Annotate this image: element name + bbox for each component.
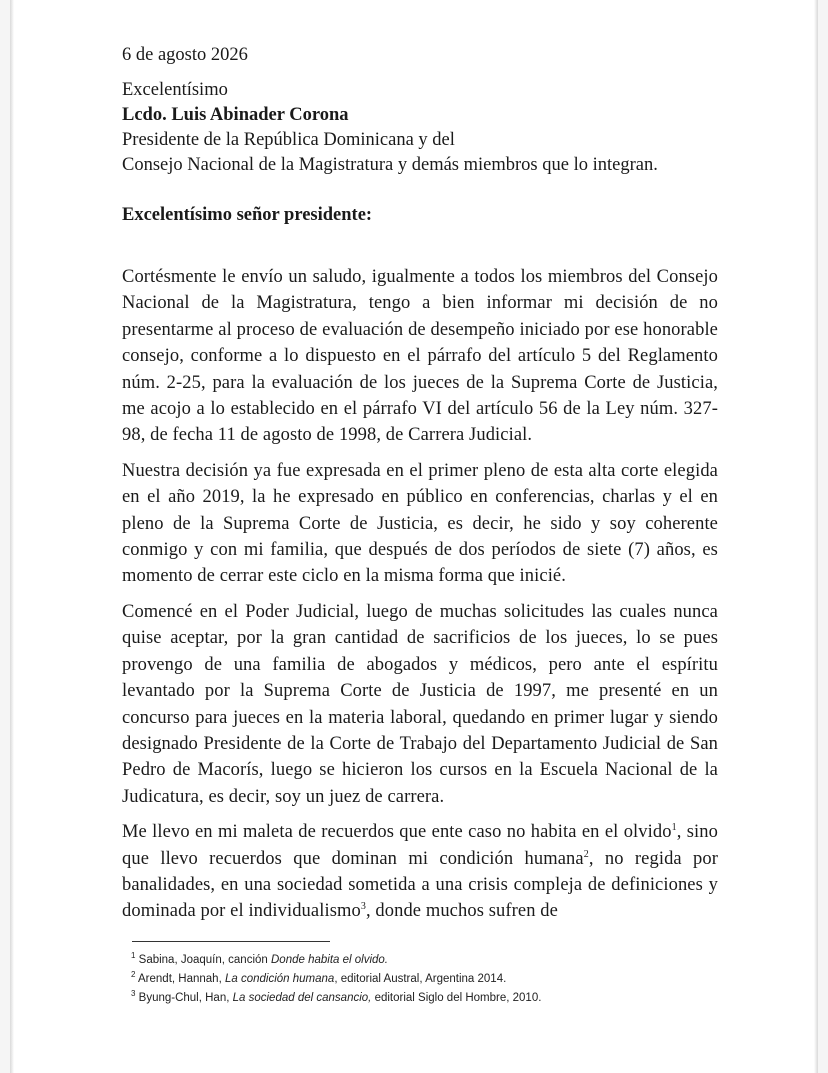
letter-date: 6 de agosto 2026	[122, 45, 248, 65]
page-edge-shadow-right	[814, 0, 818, 1073]
footnote-2	[131, 970, 731, 989]
recipient-title-line-1: Presidente de la República Dominicana y del	[122, 130, 455, 150]
footnote-1-number: 1	[131, 951, 136, 961]
paragraph-4-segment-4: , donde muchos sufren de	[365, 901, 558, 922]
letter-body	[122, 264, 718, 925]
recipient-title-line-2: Consejo Nacional de la Magistratura y demás miembros que lo integran.	[122, 155, 658, 175]
footnote-3-text: Byung-Chul, Han,	[135, 992, 233, 1004]
footnote-2-tail: , editorial Austral, Argentina 2014.	[334, 973, 507, 985]
paragraph-1: Cortésmente le envío un saludo, igualmente a todos los miembros del Consejo Nacional de la Magistratura, tengo a bien informar mi decisión de no presentarme al proceso de evaluación de desempeño iniciado por ese honorable consejo, conforme a lo dispuesto en el párrafo del artículo 5 del Reglamento núm. 2-25, para la evaluación de los jueces de la Suprema Corte de Justicia, me acojo a lo establecido en el párrafo VI del artículo 56 de la Ley núm. 327-98, de fecha 11 de agosto de 1998, de Carrera Judicial.	[122, 267, 718, 446]
recipient-block	[122, 78, 718, 178]
paragraph-2: Nuestra decisión ya fue expresada en el primer pleno de esta alta corte elegida en el año 2019, la he expresado en público en conferencias, charlas y el en pleno de la Suprema Corte de Justicia, es decir, he sido y soy coherente conmigo y con mi familia, que después de dos períodos de siete (7) años, es momento de cerrar este ciclo en la misma forma que inicié.	[122, 460, 718, 587]
recipient-name: Lcdo. Luis Abinader Corona	[122, 105, 349, 125]
footnote-3	[131, 989, 731, 1008]
footnote-ref-1: 1	[671, 821, 677, 833]
paragraph-4-segment-1: Me llevo en mi maleta de recuerdos que ente caso no habita en el olvido	[122, 822, 672, 843]
footnote-3-tail: editorial Siglo del Hombre, 2010.	[371, 992, 542, 1004]
footnote-1-title: Donde habita el olvido.	[271, 954, 388, 966]
footnote-ref-3: 3	[360, 901, 366, 913]
letter-content	[122, 42, 718, 934]
footnote-3-number: 3	[131, 989, 136, 999]
footnote-ref-2: 2	[583, 848, 589, 860]
footnotes	[131, 951, 731, 1008]
paragraph-4-segment-3: , no regida por banalidades, en una sociedad sometida a una crisis compleja de definiciones y dominada por el individualismo	[122, 848, 719, 922]
letter-page	[10, 0, 818, 1073]
footnote-1-text: Sabina, Joaquín, canción	[135, 954, 271, 966]
footnote-3-title: La sociedad del cansancio,	[232, 992, 372, 1004]
salutation: Excelentísimo señor presidente:	[122, 205, 373, 225]
page-edge-shadow-left	[10, 0, 14, 1073]
footnote-1	[131, 951, 731, 970]
footnote-2-title: La condición humana	[224, 973, 335, 985]
footnote-2-number: 2	[131, 970, 136, 980]
paragraph-3: Comencé en el Poder Judicial, luego de muchas solicitudes las cuales nunca quise aceptar, por la gran cantidad de sacrificios de los jueces, lo se pues provengo de una familia de abogados y médicos, pero ante el espíritu levantado por la Suprema Corte de Justicia de 1997, me presenté en un concurso para jueces en la materia laboral, quedando en primer lugar y siendo designado Presidente de la Corte de Trabajo del Departamento Judicial de San Pedro de Macorís, luego se hicieron los cursos en la Escuela Nacional de la Judicatura, es decir, soy un juez de carrera.	[122, 601, 718, 807]
paragraph-4-segment-2: , sino que llevo recuerdos que dominan mi condición humana	[122, 822, 718, 869]
recipient-honorific: Excelentísimo	[122, 80, 228, 100]
footnote-2-text: Arendt, Hannah,	[135, 973, 225, 985]
paragraph-4	[122, 819, 718, 925]
footnote-separator	[132, 941, 330, 942]
